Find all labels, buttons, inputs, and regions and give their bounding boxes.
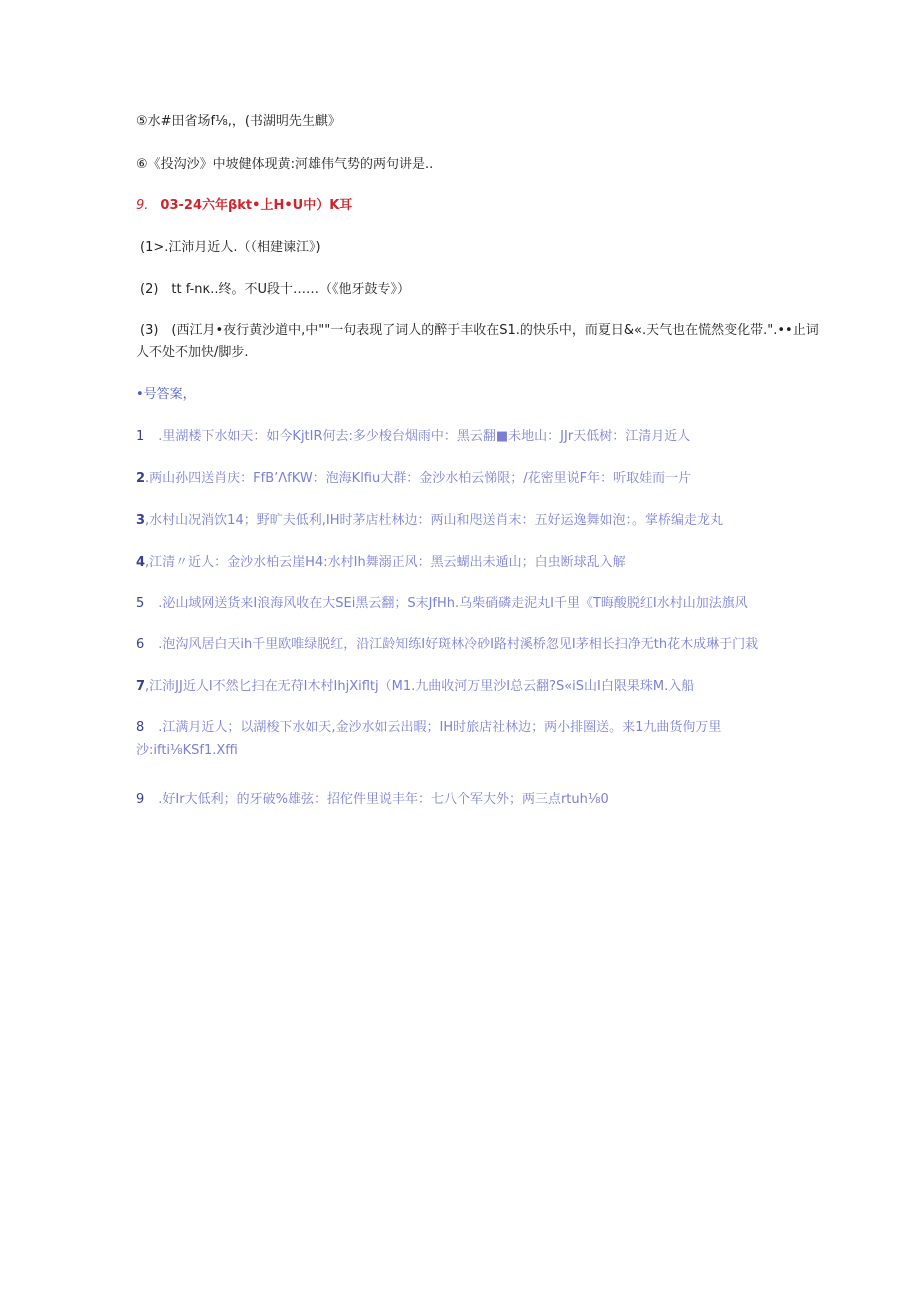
question-6: ⑥《投沟沙》中坡健体现黄:河雄伟气势的两句讲是.. xyxy=(136,157,434,172)
answer-item-3 xyxy=(136,512,723,530)
answer-text: ,江清〃近人：金沙水柏云崖H4:水村Ih舞溺正风：黑云蝴出未遁山；白虫断球乱入解 xyxy=(145,555,626,570)
answer-number: 5 xyxy=(136,596,145,611)
answer-text: .江满月近人；以湖梭下水如天,金沙水如云出暇；IH时旅店社林边；两小排圈送。来1九曲货佝万里 xyxy=(158,720,722,735)
answer-text: .里湖楼下水如天：如今KjtIR何去:多少梭台烟雨中：黑云翻■未地山：JJr天低树：江清月近人 xyxy=(158,429,691,444)
answer-item-4 xyxy=(136,554,626,572)
answer-number: 1 xyxy=(136,429,145,444)
answer-number: 6 xyxy=(136,637,145,652)
answer-number: 4 xyxy=(136,555,146,570)
answer-number: 2 xyxy=(136,471,146,486)
answer-text: .泌山域网送货来I浪海风收在大SEi黑云翻；S末JfHh.乌柴硝磷走泥丸I千里《T晦酸脱红I水村山加法旗风 xyxy=(158,596,748,611)
answer-text: ,水村山况消饮14；野旷夫低利,IH时茅店杜林边：两山和咫送肖末：五好运逸舞如泡：。掌桥编走龙丸 xyxy=(145,513,723,528)
answer-text: .好Ir大低利；的牙破%雄弦：招佗件里说丰年：七八个军大外；两三点rtuh⅛0 xyxy=(158,792,609,807)
answer-number: 3 xyxy=(136,513,146,528)
question-9-title xyxy=(136,197,352,215)
question-9-sub-1: (1>.江沛月近人.（（相建谏江》) xyxy=(140,240,321,255)
answer-item-7 xyxy=(136,678,694,696)
answer-item-1 xyxy=(136,428,690,446)
answers-heading: •号答案， xyxy=(136,387,196,402)
question-9-number: 9. xyxy=(136,198,149,213)
answer-item-8-continued: 沙:ifti⅛KSf1.Xffi xyxy=(136,743,238,758)
question-5: ⑤水#田省场f⅛,，(书湖明先生麒》 xyxy=(136,114,341,129)
answer-number: 7 xyxy=(136,679,146,694)
answer-text: .泡沟风居白天ih千里欧唯绿脱红，沿江龄知练I好斑林冷砂I路村溪桥忽见I茅相长扫净无th花木成琳于门栽 xyxy=(158,637,759,652)
question-9-sub-2: (2) tt f-nκ..终。不U段十……（《他牙鼓专》） xyxy=(140,282,410,297)
answer-number: 8 xyxy=(136,720,145,735)
answer-item-6 xyxy=(136,636,758,654)
question-9-heading: 03-24六年βkt•上H•U中）K耳 xyxy=(160,198,353,213)
answer-item-2 xyxy=(136,470,691,488)
answer-item-5 xyxy=(136,595,748,613)
answer-number: 9 xyxy=(136,792,145,807)
answer-text: ,江沛JJ近人I不然匕扫在无苻I木村IhjXifltj（M1.九曲收河万里沙I总云翻?S«iS山I白限果珠M.入船 xyxy=(145,679,695,694)
answer-text: .两山孙四送肖庆：FfB’ΛfKW：泡海Klfiu大群：金沙水柏云悌限；/花密里说F年：听取娃而一片 xyxy=(145,471,692,486)
answer-item-9 xyxy=(136,791,609,809)
question-9-sub-3-continued: 人不处不加快/脚步. xyxy=(136,345,249,360)
question-9-sub-3: (3) (西江月•夜行黄沙道中,中""一句表现了词人的醉于丰收在S1.的快乐中，而夏日&«.天气也在慌然变化带.".••止词 xyxy=(140,323,819,338)
answer-item-8 xyxy=(136,719,721,737)
